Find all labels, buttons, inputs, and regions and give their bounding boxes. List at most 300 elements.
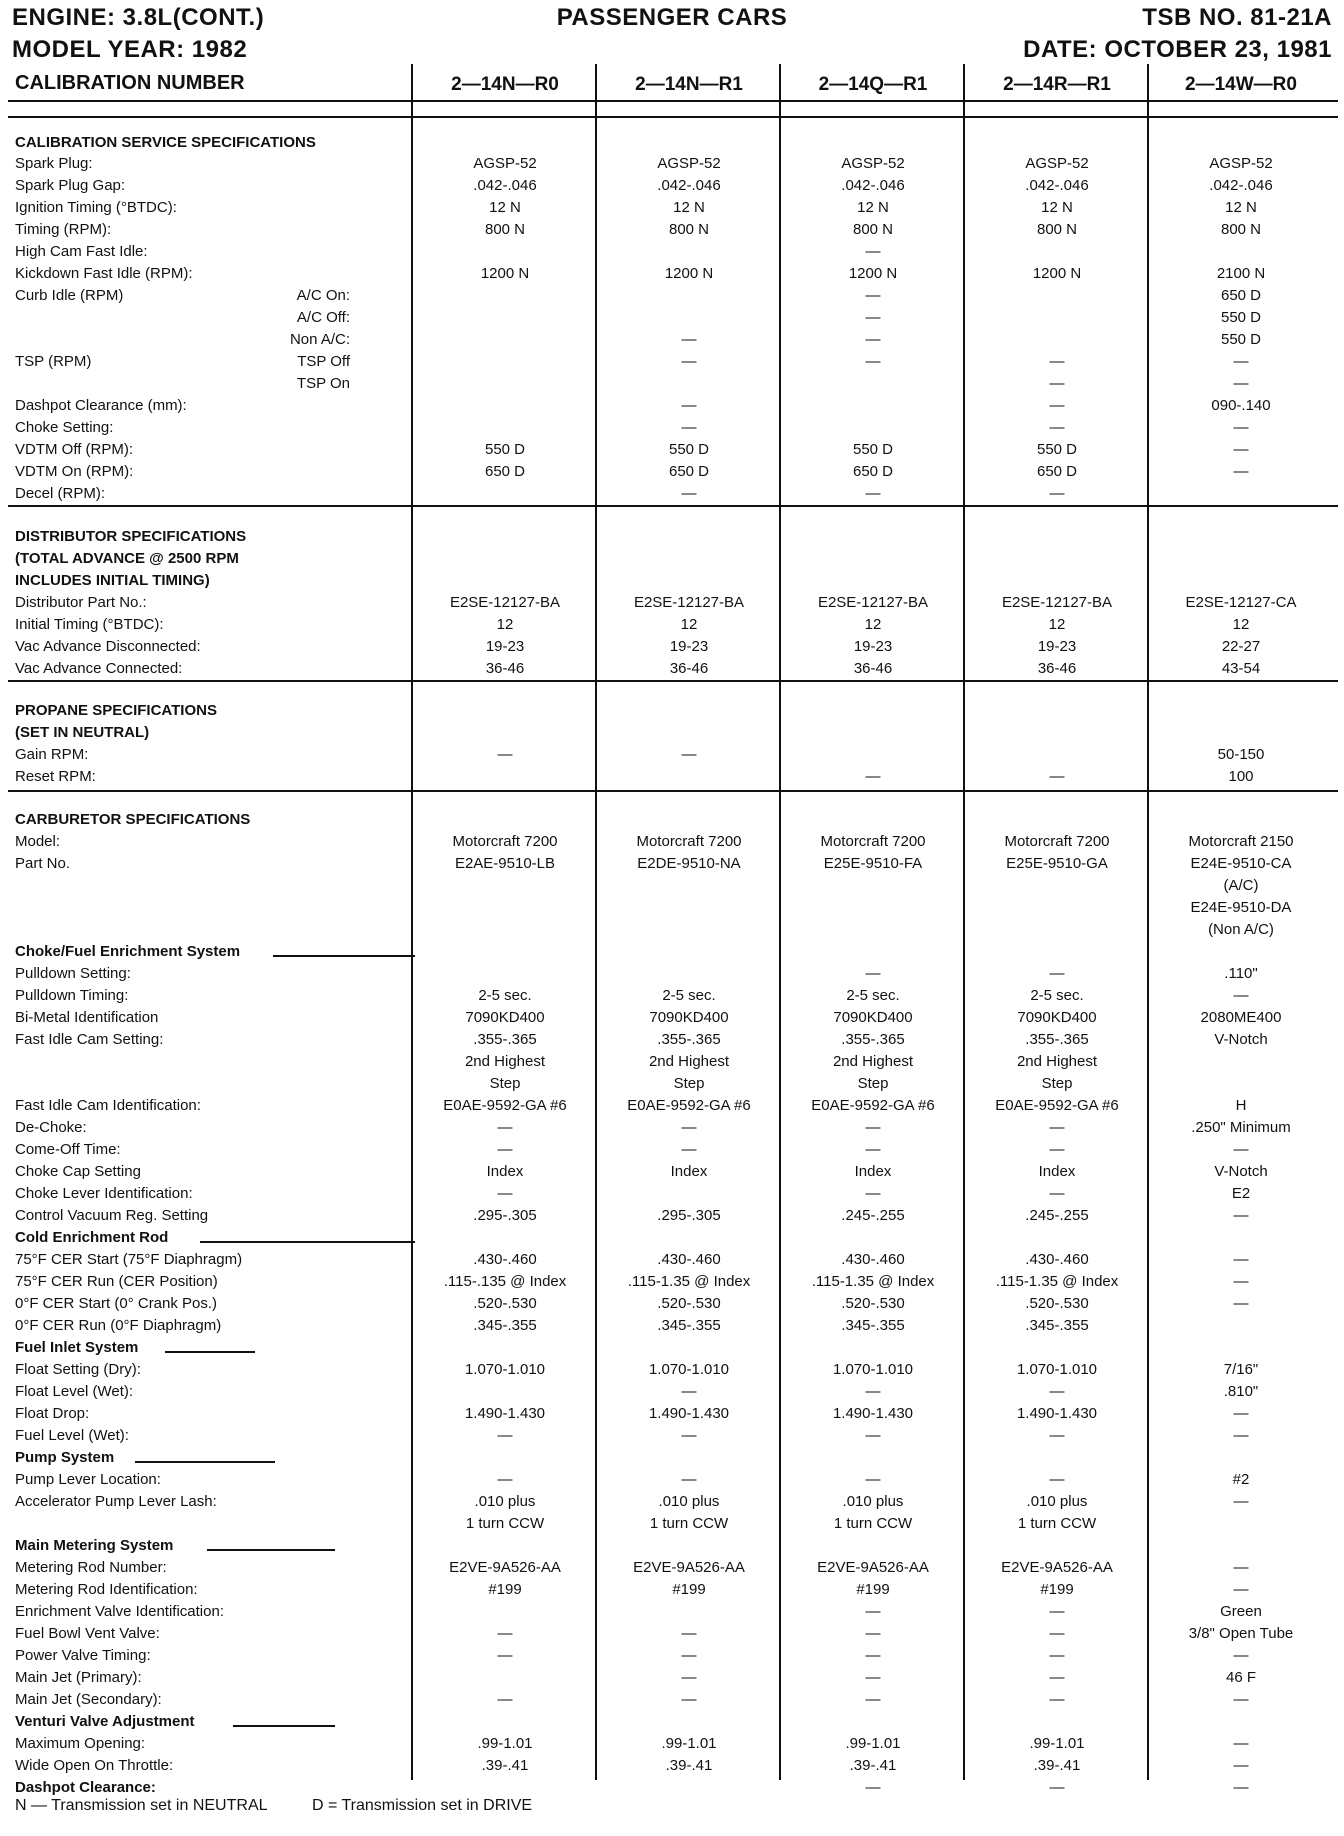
cell-col-4: 1 turn CCW (1017, 1515, 1097, 1532)
row-sublabel: TSP Off (297, 353, 350, 370)
cell-col-5: .110" (1224, 965, 1258, 982)
row-label: Part No. (15, 855, 71, 872)
cell-col-4: E2SE-12127-BA (1001, 594, 1113, 611)
cell-col-1: 550 D (484, 441, 526, 458)
cell-col-1: .430-.460 (473, 1251, 537, 1268)
cell-col-3: — (865, 1427, 881, 1444)
cell-col-2: — (681, 485, 697, 502)
spec-row (0, 1667, 1344, 1689)
spec-row (0, 875, 1344, 897)
cell-col-1: AGSP-52 (473, 155, 537, 172)
cell-col-4: — (1049, 1427, 1065, 1444)
cell-col-5: — (1233, 463, 1249, 480)
cell-col-4: .042-.046 (1025, 177, 1089, 194)
spec-row (0, 636, 1344, 658)
cell-col-4: — (1049, 1119, 1065, 1136)
cell-col-2: — (681, 397, 697, 414)
row-label: Vac Advance Connected: (15, 660, 183, 677)
cell-col-2: — (681, 1141, 697, 1158)
cell-col-1: — (497, 1691, 513, 1708)
cell-col-1: 1.070-1.010 (464, 1361, 546, 1378)
cell-col-5: 800 N (1220, 221, 1262, 238)
cell-col-2: E2SE-12127-BA (633, 594, 745, 611)
spec-row (0, 1513, 1344, 1535)
cell-col-3: 1 turn CCW (833, 1515, 913, 1532)
cell-col-5: E2SE-12127-CA (1185, 594, 1297, 611)
cell-col-3: .115-1.35 @ Index (811, 1273, 935, 1290)
cell-col-4: Motorcraft 7200 (1004, 833, 1110, 850)
row-label: Wide Open On Throttle: (15, 1757, 174, 1774)
date-header: DATE: OCTOBER 23, 1981 (1023, 36, 1332, 63)
cell-col-5: E2 (1231, 1185, 1251, 1202)
cell-col-5: 50-150 (1217, 746, 1265, 763)
cell-col-5: 12 N (1225, 199, 1257, 216)
cell-col-4: E25E-9510-GA (1006, 855, 1108, 872)
section-rule (8, 116, 1338, 118)
cell-col-5: 46 F (1225, 1669, 1256, 1686)
cell-col-2: — (681, 1427, 697, 1444)
cell-col-5: — (1233, 1493, 1249, 1510)
cell-col-4: 19-23 (1037, 638, 1077, 655)
category-header: PASSENGER CARS (556, 4, 788, 31)
cell-col-2: — (681, 1383, 697, 1400)
cell-col-5: — (1233, 1757, 1249, 1774)
spec-row (0, 1381, 1344, 1403)
spec-row (0, 1623, 1344, 1645)
cell-col-5: Green (1220, 1603, 1262, 1620)
col-header-3: 2—14Q—R1 (818, 74, 928, 95)
cell-col-5: V-Notch (1214, 1163, 1268, 1180)
cell-col-1: E2VE-9A526-AA (449, 1559, 561, 1576)
cell-col-4: .39-.41 (1033, 1757, 1081, 1774)
cell-col-1: — (497, 1119, 513, 1136)
section-heading (0, 722, 1344, 744)
cell-col-5: — (1233, 1427, 1249, 1444)
subsection-heading (0, 1777, 1344, 1799)
spec-row (0, 1073, 1344, 1095)
subsection-heading (0, 1447, 1344, 1469)
cell-col-3: Index (854, 1163, 892, 1180)
cell-col-4: .520-.530 (1025, 1295, 1089, 1312)
row-label: CARBURETOR SPECIFICATIONS (15, 811, 251, 828)
subsection-heading (0, 1227, 1344, 1249)
cell-col-3: 36-46 (853, 660, 893, 677)
spec-row (0, 919, 1344, 941)
row-label: VDTM Off (RPM): (15, 441, 134, 458)
cell-col-4: — (1049, 768, 1065, 785)
cell-col-2: .042-.046 (657, 177, 721, 194)
cell-col-3: 12 (864, 616, 882, 633)
cell-col-4: 36-46 (1037, 660, 1077, 677)
row-label: Spark Plug: (15, 155, 93, 172)
row-label: Choke Setting: (15, 419, 114, 436)
cell-col-2: #199 (672, 1581, 706, 1598)
row-label: Pump System (15, 1449, 115, 1466)
cell-col-5: (Non A/C) (1208, 921, 1274, 938)
spec-row (0, 592, 1344, 614)
cell-col-2: — (681, 1691, 697, 1708)
cell-col-1: 2-5 sec. (478, 987, 532, 1004)
cell-col-4: — (1049, 353, 1065, 370)
cell-col-5: — (1233, 1647, 1249, 1664)
cell-col-4: — (1049, 485, 1065, 502)
row-label: Timing (RPM): (15, 221, 112, 238)
spec-row (0, 153, 1344, 175)
cell-col-4: — (1049, 1383, 1065, 1400)
cell-col-3: — (865, 287, 881, 304)
row-label: INCLUDES INITIAL TIMING) (15, 572, 210, 589)
row-label: Fuel Bowl Vent Valve: (15, 1625, 160, 1642)
cell-col-1: .355-.365 (473, 1031, 537, 1048)
row-label: Main Metering System (15, 1537, 174, 1554)
cell-col-3: 12 N (857, 199, 889, 216)
cell-col-2: 1.490-1.430 (648, 1405, 730, 1422)
cell-col-2: Step (673, 1075, 705, 1092)
cell-col-4: 1200 N (1032, 265, 1082, 282)
row-label: Venturi Valve Adjustment (15, 1713, 195, 1730)
cell-col-2: — (681, 1647, 697, 1664)
cell-col-2: .355-.365 (657, 1031, 721, 1048)
cell-col-1: 2nd Highest (464, 1053, 546, 1070)
row-label: Float Setting (Dry): (15, 1361, 141, 1378)
cell-col-2: .345-.355 (657, 1317, 721, 1334)
spec-row (0, 417, 1344, 439)
subsection-underline (273, 955, 415, 957)
spec-row (0, 897, 1344, 919)
row-label: Gain RPM: (15, 746, 89, 763)
cell-col-2: — (681, 353, 697, 370)
row-label: Control Vacuum Reg. Setting (15, 1207, 209, 1224)
cell-col-3: — (865, 1625, 881, 1642)
spec-row (0, 307, 1344, 329)
row-label: Kickdown Fast Idle (RPM): (15, 265, 193, 282)
cell-col-5: 100 (1228, 768, 1254, 785)
cell-col-4: — (1049, 375, 1065, 392)
cell-col-2: .010 plus (658, 1493, 720, 1510)
cell-col-4: .345-.355 (1025, 1317, 1089, 1334)
cell-col-5: — (1233, 1581, 1249, 1598)
section-rule (8, 505, 1338, 507)
cell-col-5: 2080ME400 (1200, 1009, 1282, 1026)
cell-col-1: .345-.355 (473, 1317, 537, 1334)
cell-col-4: — (1049, 1779, 1065, 1796)
spec-row (0, 1007, 1344, 1029)
row-label: 0°F CER Start (0° Crank Pos.) (15, 1295, 218, 1312)
cell-col-5: (A/C) (1223, 877, 1259, 894)
cell-col-3: 2-5 sec. (846, 987, 900, 1004)
row-label: Metering Rod Number: (15, 1559, 167, 1576)
cell-col-5: 090-.140 (1211, 397, 1271, 414)
spec-row (0, 1733, 1344, 1755)
spec-row (0, 853, 1344, 875)
row-label: (TOTAL ADVANCE @ 2500 RPM (15, 550, 239, 567)
cell-col-4: Step (1041, 1075, 1073, 1092)
row-label: PROPANE SPECIFICATIONS (15, 702, 217, 719)
spec-row (0, 1249, 1344, 1271)
cell-col-3: .042-.046 (841, 177, 905, 194)
cell-col-4: .430-.460 (1025, 1251, 1089, 1268)
subsection-heading (0, 1535, 1344, 1557)
spec-row (0, 658, 1344, 680)
cell-col-1: 1200 N (480, 265, 530, 282)
cell-col-3: — (865, 353, 881, 370)
row-label: Fast Idle Cam Identification: (15, 1097, 201, 1114)
row-label: Float Level (Wet): (15, 1383, 134, 1400)
section-heading (0, 548, 1344, 570)
cell-col-2: 12 N (673, 199, 705, 216)
cell-col-2: — (681, 1471, 697, 1488)
cell-col-3: E2VE-9A526-AA (817, 1559, 929, 1576)
cell-col-4: — (1049, 1471, 1065, 1488)
spec-row (0, 1139, 1344, 1161)
cell-col-3: — (865, 1779, 881, 1796)
col-header-5: 2—14W—R0 (1185, 74, 1297, 95)
cell-col-1: .295-.305 (473, 1207, 537, 1224)
cell-col-4: 2nd Highest (1016, 1053, 1098, 1070)
subsection-underline (135, 1461, 275, 1463)
cell-col-1: .115-.135 @ Index (443, 1273, 567, 1290)
row-label: Power Valve Timing: (15, 1647, 151, 1664)
spec-row (0, 175, 1344, 197)
cell-col-5: — (1233, 1273, 1249, 1290)
cell-col-1: — (497, 1471, 513, 1488)
cell-col-4: — (1049, 1603, 1065, 1620)
row-label: Main Jet (Primary): (15, 1669, 142, 1686)
col-header-4: 2—14R—R1 (1003, 74, 1111, 95)
row-sublabel: A/C Off: (296, 309, 350, 326)
cell-col-5: — (1233, 1559, 1249, 1576)
cell-col-2: E2DE-9510-NA (637, 855, 741, 872)
cell-col-3: .39-.41 (849, 1757, 897, 1774)
cell-col-5: — (1233, 1141, 1249, 1158)
row-label: Reset RPM: (15, 768, 96, 785)
cell-col-5: 650 D (1220, 287, 1262, 304)
cell-col-1: 12 (496, 616, 514, 633)
cell-col-1: — (497, 1427, 513, 1444)
cell-col-3: 550 D (852, 441, 894, 458)
cell-col-5: — (1233, 987, 1249, 1004)
spec-row (0, 1315, 1344, 1337)
subsection-underline (207, 1549, 335, 1551)
cell-col-4: #199 (1040, 1581, 1074, 1598)
cell-col-3: 1200 N (848, 265, 898, 282)
row-label: High Cam Fast Idle: (15, 243, 148, 260)
cell-col-3: 7090KD400 (833, 1009, 913, 1026)
row-label: Curb Idle (RPM) (15, 287, 124, 304)
cell-col-5: #2 (1232, 1471, 1250, 1488)
row-label: Model: (15, 833, 61, 850)
cell-col-2: — (681, 746, 697, 763)
row-label: Dashpot Clearance: (15, 1779, 156, 1796)
spec-row (0, 1117, 1344, 1139)
cell-col-2: 1.070-1.010 (648, 1361, 730, 1378)
cell-col-3: .99-1.01 (845, 1735, 901, 1752)
cell-col-5: AGSP-52 (1209, 155, 1273, 172)
cell-col-2: .430-.460 (657, 1251, 721, 1268)
section-heading (0, 700, 1344, 722)
cell-col-5: — (1233, 1251, 1249, 1268)
cell-col-2: Motorcraft 7200 (636, 833, 742, 850)
cell-col-3: — (865, 1647, 881, 1664)
cell-col-2: — (681, 419, 697, 436)
row-label: Metering Rod Identification: (15, 1581, 198, 1598)
footer-note-neutral: N — Transmission set in NEUTRAL (15, 1797, 268, 1814)
cell-col-5: — (1233, 1405, 1249, 1422)
cell-col-1: — (497, 1141, 513, 1158)
cell-col-5: .250" Minimum (1191, 1119, 1291, 1136)
row-label: Float Drop: (15, 1405, 90, 1422)
cell-col-4: E2VE-9A526-AA (1001, 1559, 1113, 1576)
cell-col-5: — (1233, 1295, 1249, 1312)
subsection-heading (0, 1711, 1344, 1733)
cell-col-4: .115-1.35 @ Index (995, 1273, 1119, 1290)
cell-col-4: — (1049, 419, 1065, 436)
cell-col-5: 22-27 (1221, 638, 1261, 655)
cell-col-1: .520-.530 (473, 1295, 537, 1312)
cell-col-3: — (865, 331, 881, 348)
row-label: Enrichment Valve Identification: (15, 1603, 224, 1620)
cell-col-3: — (865, 309, 881, 326)
cell-col-4: — (1049, 1141, 1065, 1158)
cell-col-2: AGSP-52 (657, 155, 721, 172)
cell-col-1: 800 N (484, 221, 526, 238)
cell-col-5: — (1233, 1735, 1249, 1752)
cell-col-5: 550 D (1220, 309, 1262, 326)
row-label: Pulldown Setting: (15, 965, 131, 982)
spec-row (0, 197, 1344, 219)
cell-col-5: E24E-9510-DA (1190, 899, 1292, 916)
spec-row (0, 241, 1344, 263)
cell-col-3: E25E-9510-FA (823, 855, 923, 872)
cell-col-5: .810" (1223, 1383, 1259, 1400)
row-label: CALIBRATION SERVICE SPECIFICATIONS (15, 134, 316, 151)
cell-col-5: Motorcraft 2150 (1188, 833, 1294, 850)
cell-col-3: Motorcraft 7200 (820, 833, 926, 850)
col-header-2: 2—14N—R1 (635, 74, 743, 95)
row-label: 0°F CER Run (0°F Diaphragm) (15, 1317, 222, 1334)
cell-col-4: — (1049, 1669, 1065, 1686)
cell-col-2: — (681, 331, 697, 348)
cell-col-5: — (1233, 441, 1249, 458)
row-label: Bi-Metal Identification (15, 1009, 159, 1026)
cell-col-1: 650 D (484, 463, 526, 480)
cell-col-4: 550 D (1036, 441, 1078, 458)
cell-col-4: — (1049, 1185, 1065, 1202)
cell-col-4: — (1049, 1647, 1065, 1664)
row-label: Come-Off Time: (15, 1141, 121, 1158)
cell-col-2: E2VE-9A526-AA (633, 1559, 745, 1576)
cell-col-2: — (681, 1669, 697, 1686)
spec-row (0, 373, 1344, 395)
cell-col-1: — (497, 1185, 513, 1202)
cell-col-1: 36-46 (485, 660, 525, 677)
cell-col-5: .042-.046 (1209, 177, 1273, 194)
row-label: 75°F CER Start (75°F Diaphragm) (15, 1251, 243, 1268)
spec-row (0, 351, 1344, 373)
row-label: 75°F CER Run (CER Position) (15, 1273, 218, 1290)
tsb-header: TSB NO. 81-21A (1142, 4, 1332, 31)
row-label: Decel (RPM): (15, 485, 106, 502)
spec-row (0, 963, 1344, 985)
cell-col-3: .010 plus (842, 1493, 904, 1510)
spec-row (0, 1557, 1344, 1579)
cell-col-1: — (497, 1647, 513, 1664)
cell-col-2: 2-5 sec. (662, 987, 716, 1004)
row-label: Distributor Part No.: (15, 594, 147, 611)
cell-col-5: 3/8" Open Tube (1188, 1625, 1294, 1642)
cell-col-2: 800 N (668, 221, 710, 238)
row-sublabel: TSP On (296, 375, 350, 392)
cell-col-5: 7/16" (1223, 1361, 1259, 1378)
cell-col-3: 1.490-1.430 (832, 1405, 914, 1422)
cell-col-3: 2nd Highest (832, 1053, 914, 1070)
calibration-number-label: CALIBRATION NUMBER (15, 72, 245, 94)
cell-col-2: 650 D (668, 463, 710, 480)
row-label: Ignition Timing (°BTDC): (15, 199, 177, 216)
row-label: Pulldown Timing: (15, 987, 129, 1004)
spec-row (0, 329, 1344, 351)
cell-col-4: — (1049, 965, 1065, 982)
row-label: Fuel Level (Wet): (15, 1427, 129, 1444)
cell-col-1: 19-23 (485, 638, 525, 655)
cell-col-4: 12 (1048, 616, 1066, 633)
spec-row (0, 1469, 1344, 1491)
cell-col-1: Index (486, 1163, 524, 1180)
cell-col-5: — (1233, 1691, 1249, 1708)
cell-col-3: #199 (856, 1581, 890, 1598)
cell-col-2: .115-1.35 @ Index (627, 1273, 751, 1290)
row-label: Choke/Fuel Enrichment System (15, 943, 241, 960)
cell-col-2: 36-46 (669, 660, 709, 677)
spec-row (0, 1601, 1344, 1623)
cell-col-5: 550 D (1220, 331, 1262, 348)
row-label: (SET IN NEUTRAL) (15, 724, 150, 741)
cell-col-1: #199 (488, 1581, 522, 1598)
spec-row (0, 1755, 1344, 1777)
cell-col-2: — (681, 1119, 697, 1136)
cell-col-3: 650 D (852, 463, 894, 480)
spec-row (0, 1359, 1344, 1381)
cell-col-4: 800 N (1036, 221, 1078, 238)
cell-col-5: — (1233, 419, 1249, 436)
spec-row (0, 439, 1344, 461)
row-label: Maximum Opening: (15, 1735, 146, 1752)
cell-col-4: .355-.365 (1025, 1031, 1089, 1048)
spec-row (0, 1491, 1344, 1513)
spec-row (0, 483, 1344, 505)
cell-col-5: E24E-9510-CA (1190, 855, 1292, 872)
cell-col-2: .99-1.01 (661, 1735, 717, 1752)
cell-col-5: — (1233, 1779, 1249, 1796)
cell-col-3: .355-.365 (841, 1031, 905, 1048)
section-heading (0, 526, 1344, 548)
cell-col-1: 1.490-1.430 (464, 1405, 546, 1422)
spec-row (0, 1425, 1344, 1447)
cell-col-5: V-Notch (1214, 1031, 1268, 1048)
cell-col-3: 19-23 (853, 638, 893, 655)
row-label: Dashpot Clearance (mm): (15, 397, 187, 414)
cell-col-3: — (865, 768, 881, 785)
cell-col-1: .39-.41 (481, 1757, 529, 1774)
spec-row (0, 219, 1344, 241)
row-label: Choke Cap Setting (15, 1163, 141, 1180)
row-sublabel: A/C On: (296, 287, 350, 304)
cell-col-1: E0AE-9592-GA #6 (443, 1097, 567, 1114)
section-heading (0, 570, 1344, 592)
subsection-underline (200, 1241, 415, 1243)
cell-col-1: Motorcraft 7200 (452, 833, 558, 850)
cell-col-1: — (497, 746, 513, 763)
